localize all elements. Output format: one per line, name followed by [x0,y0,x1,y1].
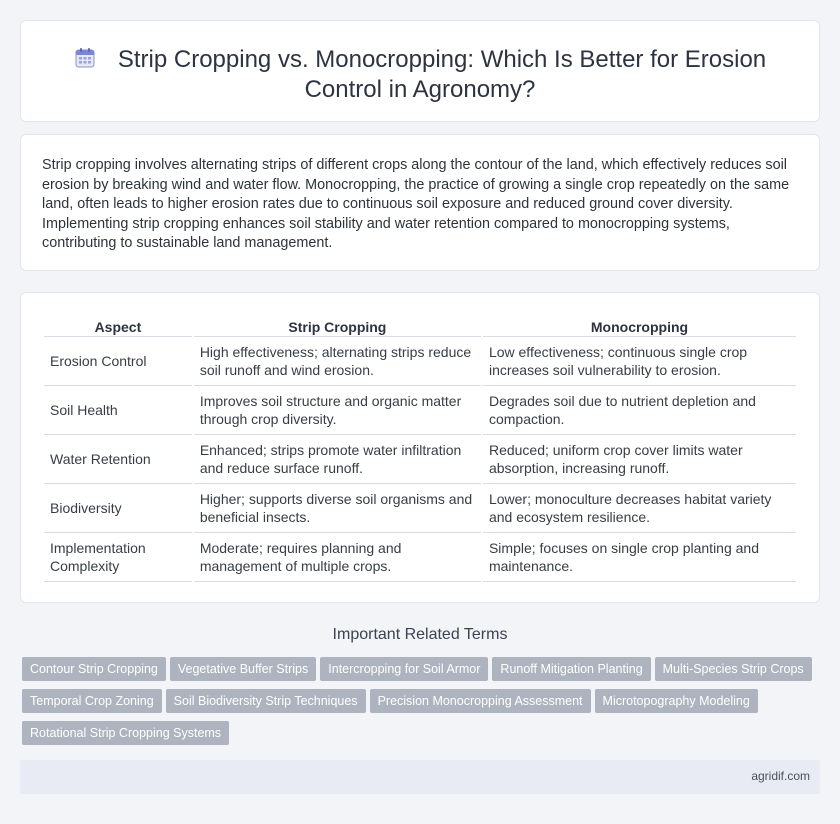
title-card [20,20,820,122]
term-tag[interactable]: Multi-Species Strip Crops [655,657,812,681]
table-row [44,533,796,582]
strip-cropping-cell: Enhanced; strips promote water infiltration and reduce surface runoff. [194,435,481,484]
aspect-cell: Implementation Complexity [44,533,192,582]
title-line-1: Strip Cropping vs. Monocropping: Which Is Better for Erosion [117,46,767,73]
table-row [44,337,796,386]
intro-paragraph: Strip cropping involves alternating strips of different crops along the contour of the land, which effectively reduces soil erosion by breaking wind and water flow. Monocropping, the practice of growing a single crop repeatedly on the same land, often leads to higher erosion rates due to continuous soil exposure and reduced ground cover diversity. Implementing strip cropping enhances soil stability and water retention compared to monocropping systems, contributing to sustainable land management. [42,157,790,251]
term-tag[interactable]: Runoff Mitigation Planting [492,657,650,681]
table-row [44,484,796,533]
aspect-cell: Water Retention [44,435,192,484]
strip-cropping-cell: Higher; supports diverse soil organisms and beneficial insects. [194,484,481,533]
term-tag[interactable]: Vegetative Buffer Strips [170,657,316,681]
monocropping-cell: Degrades soil due to nutrient depletion and compaction. [483,386,796,435]
comparison-table [42,315,798,582]
aspect-cell: Soil Health [44,386,192,435]
title-line-2: Control in Agronomy? [304,76,536,103]
strip-cropping-cell: Improves soil structure and organic matter through crop diversity. [194,386,481,435]
intro-card [20,134,820,271]
calendar-icon [74,47,96,69]
term-tag[interactable]: Intercropping for Soil Armor [320,657,488,681]
aspect-cell: Biodiversity [44,484,192,533]
strip-cropping-cell: Moderate; requires planning and management of multiple crops. [194,533,481,582]
header-aspect: Aspect [44,315,192,337]
footer [20,760,820,794]
term-tag[interactable]: Temporal Crop Zoning [22,689,162,713]
term-tag[interactable]: Rotational Strip Cropping Systems [22,721,229,745]
term-tag[interactable]: Soil Biodiversity Strip Techniques [166,689,366,713]
table-row [44,386,796,435]
monocropping-cell: Low effectiveness; continuous single crop increases soil vulnerability to erosion. [483,337,796,386]
comparison-card [20,292,820,603]
header-strip-cropping: Strip Cropping [194,315,481,337]
monocropping-cell: Lower; monoculture decreases habitat variety and ecosystem resilience. [483,484,796,533]
table-row [44,435,796,484]
term-tag[interactable]: Microtopography Modeling [595,689,758,713]
term-tag[interactable]: Precision Monocropping Assessment [370,689,591,713]
related-terms-list [22,657,822,753]
table-header-row [44,315,796,337]
page-title [21,45,819,105]
header-monocropping: Monocropping [483,315,796,337]
monocropping-cell: Simple; focuses on single crop planting and maintenance. [483,533,796,582]
term-tag[interactable]: Contour Strip Cropping [22,657,166,681]
monocropping-cell: Reduced; uniform crop cover limits water absorption, increasing runoff. [483,435,796,484]
strip-cropping-cell: High effectiveness; alternating strips reduce soil runoff and wind erosion. [194,337,481,386]
aspect-cell: Erosion Control [44,337,192,386]
related-terms-heading: Important Related Terms [332,626,508,643]
footer-site-link[interactable]: agridif.com [751,769,810,783]
